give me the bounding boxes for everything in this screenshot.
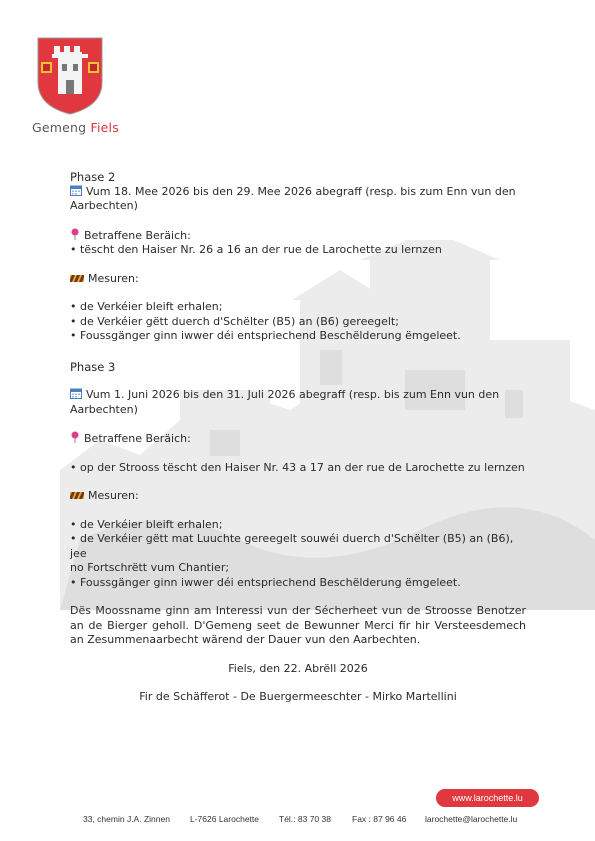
footer-email[interactable]: larochette@larochette.lu (425, 814, 518, 824)
phase-2-measures-label: Mesuren: (70, 272, 526, 287)
footer-postal: L-7626 Larochette (190, 814, 259, 824)
closing-paragraph: Dës Moossname ginn am Interessi vun der Sécherheet vun de Stroosse Benotzer an de Bierger geholl. D'Gemeng seet de Bewunner Merci fir hir Versteesdemech an Zesummenaarbecht wärend der Dauer vun den Aarbechten. (70, 604, 526, 646)
list-item: • de Verkéier bleift erhalen; (70, 300, 223, 313)
phase-2-area-label: Betraffene Beräich: (70, 228, 526, 244)
phase-2-title: Phase 2 (70, 170, 116, 184)
pushpin-icon (70, 431, 80, 443)
phase-3-area-text: • op der Strooss tëscht den Haiser Nr. 43 a 17 an der rue de Larochette zu lernzen (70, 460, 525, 474)
municipality-crest-logo (36, 36, 104, 116)
list-item: • Foussgänger ginn iwwer déi entspriechend Beschëlderung ëmgeleet. (70, 329, 461, 342)
phase-2-area-text: • tëscht den Haiser Nr. 26 a 16 an der rue de Larochette zu lernzen (70, 243, 442, 256)
list-item: • de Verkéier gëtt duerch d'Schëlter (B5) an (B6) gereegelt; (70, 314, 399, 328)
calendar-icon (70, 185, 82, 196)
list-item: • de Verkéier bleift erhalen; (70, 517, 223, 531)
pushpin-icon (70, 228, 80, 240)
construction-barrier-icon (70, 491, 84, 500)
footer-tel: Tél.: 83 70 38 (279, 814, 331, 824)
footer-contact (0, 814, 595, 828)
calendar-icon (70, 388, 82, 399)
list-item: • Foussgänger ginn iwwer déi entspriechend Beschëlderung ëmgeleet. (70, 575, 461, 589)
construction-barrier-icon (70, 274, 84, 283)
phase-2-dates: Vum 18. Mee 2026 bis den 29. Mee 2026 abegraff (resp. bis zum Enn vun den Aarbechten) (70, 184, 516, 212)
phase-3-dates: Vum 1. Juni 2026 bis den 31. Juli 2026 abegraff (resp. bis zum Enn vun den Aarbechten) (70, 388, 500, 416)
website-link[interactable]: www.larochette.lu (436, 789, 539, 807)
list-item: no Fortschrëtt vum Chantier; (70, 561, 230, 574)
phase-3-area-label: Betraffene Beräich: (70, 431, 526, 447)
footer-address: 33, chemin J.A. Zinnen (83, 814, 170, 824)
footer-fax: Fax : 87 96 46 (352, 814, 407, 824)
place-and-date: Fiels, den 22. Abrëll 2026 (228, 661, 368, 675)
municipality-name: Gemeng Fiels (32, 120, 119, 135)
phase-3-title: Phase 3 (70, 359, 116, 374)
list-item: • de Verkéier gëtt mat Luuchte gereegelt souwéi duerch d'Schëlter (B5) an (B6), jee (70, 532, 514, 560)
signature-line: Fir de Schäfferot - De Buergermeeschter - Mirko Martellini (139, 690, 457, 703)
notice-body (70, 170, 526, 705)
phase-3-measures-label: Mesuren: (70, 489, 526, 504)
